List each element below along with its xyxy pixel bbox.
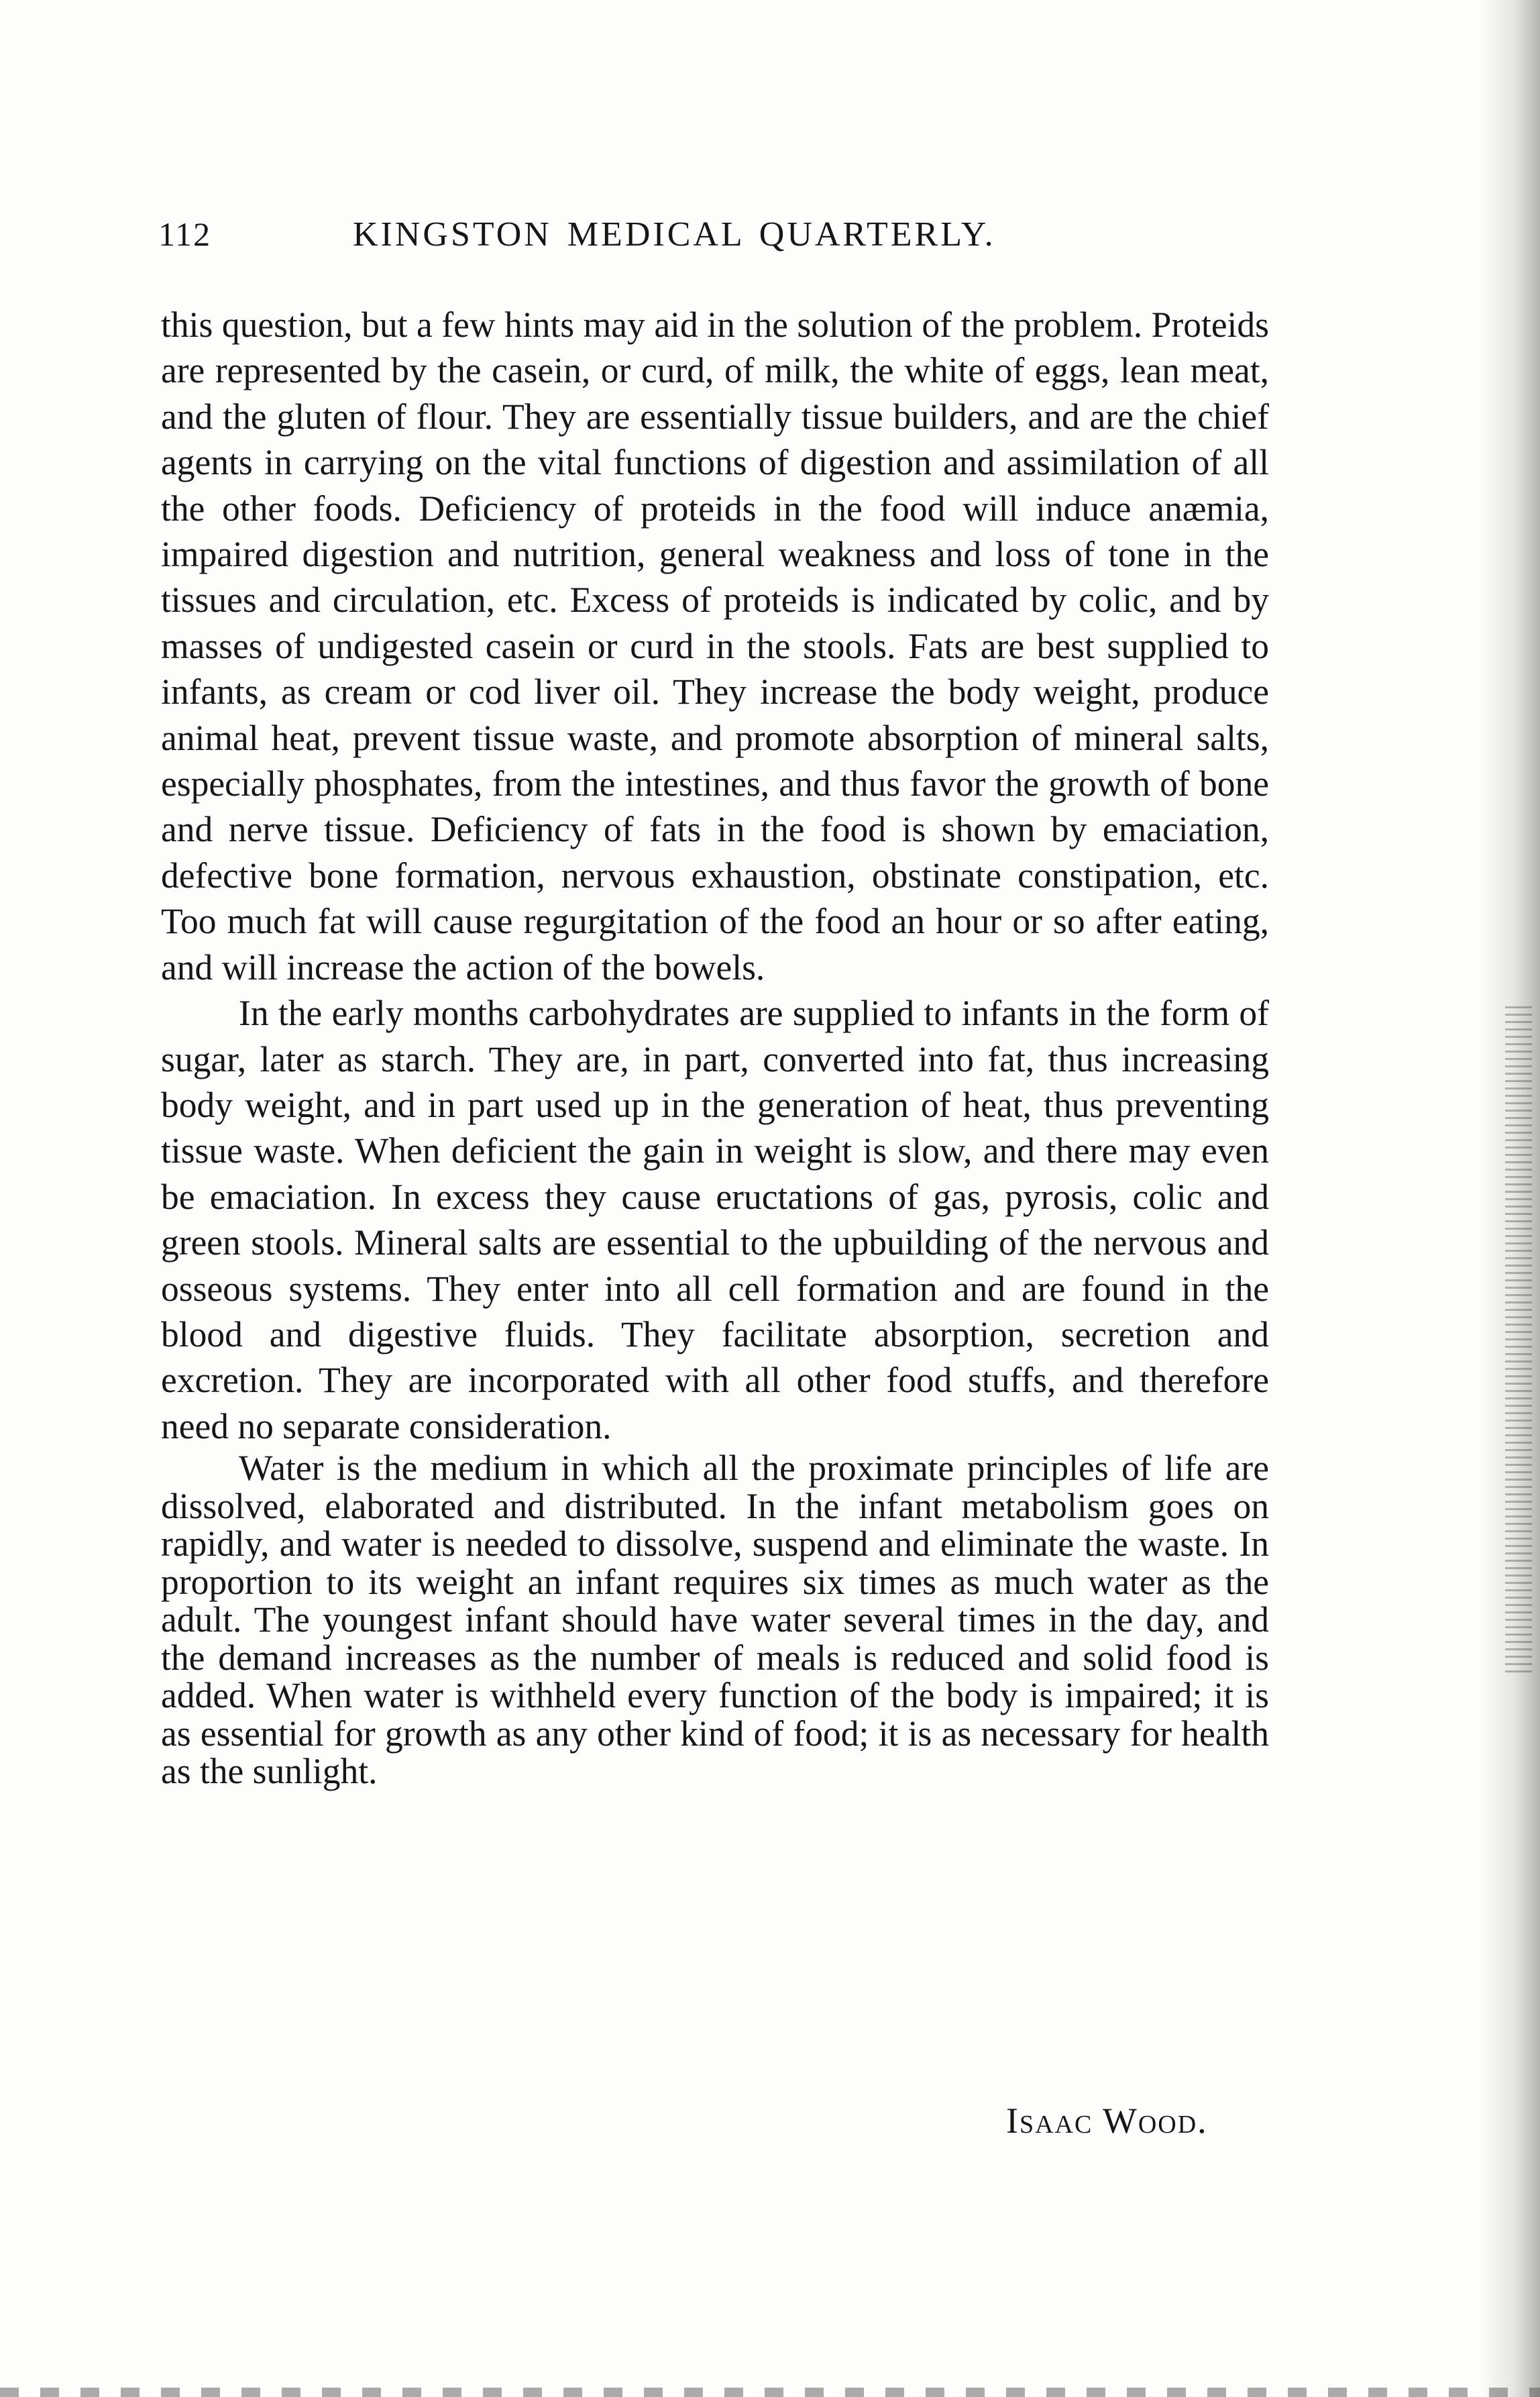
journal-title: KINGSTON MEDICAL QUARTERLY. bbox=[353, 215, 996, 254]
paragraph-carbohydrates-minerals: In the early months carbohydrates are supplied to infants in the form of sugar, later as starch. They are, in part, converted into fat, thus increasing body weight, and in part used up in the generation of heat, thus preventing tissue waste. When deficient the gain in weight is slow, and there may even be emaciation. In excess they cause eructations of gas, pyrosis, colic and green stools. Mineral salts are essential to the upbuilding of the nervous and osseous systems. They enter into all cell formation and are found in the blood and digestive fluids. They facilitate absorption, secretion and excretion. They are incorporated with all other food stuffs, and therefore need no separate consideration. bbox=[161, 993, 1269, 1446]
author-signature: Isaac Wood. bbox=[1006, 2100, 1208, 2141]
paragraph-proteids-fats: this question, but a few hints may aid in the solution of the problem. Proteids are represented by the casein, or curd, of milk, the white of eggs, lean meat, and the gluten of flour. They are essentially tissue builders, and are the chief agents in carrying on the vital functions of digestion and assimilation of all the other foods. Deficiency of proteids in the food will induce anæmia, impaired digestion and nutrition, general weakness and loss of tone in the tissues and circulation, etc. Excess of proteids is indicated by colic, and by masses of undigested casein or curd in the stools. Fats are best supplied to infants, as cream or cod liver oil. They increase the body weight, produce animal heat, prevent tissue waste, and promote absorption of mineral salts, especially phosphates, from the intestines, and thus favor the growth of bone and nerve tissue. Deficiency of fats in the food is shown by emaciation, defective bone formation, nervous exhaustion, obstinate constipation, etc. Too much fat will cause regurgitation of the food an hour or so after eating, and will increase the action of the bowels. bbox=[161, 305, 1269, 988]
bottom-scan-rule bbox=[0, 2388, 1540, 2397]
page-number: 112 bbox=[158, 215, 212, 253]
paragraph-water: Water is the medium in which all the proximate principles of life are dissolved, elaborated and distributed. In the infant metabolism goes on rapidly, and water is needed to dissolve, suspend and eliminate the waste. In proportion to its weight an infant requires six times as much water as the adult. The youngest infant should have water several times in the day, and the demand increases as the number of meals is reduced and solid food is added. When water is withheld every function of the body is impaired; it is as essential for growth as any other kind of food; it is as necessary for health as the sunlight. bbox=[161, 1448, 1269, 1792]
running-head bbox=[158, 215, 1272, 268]
page-edge-speckle bbox=[1505, 1006, 1532, 1677]
article-body bbox=[161, 302, 1269, 1791]
